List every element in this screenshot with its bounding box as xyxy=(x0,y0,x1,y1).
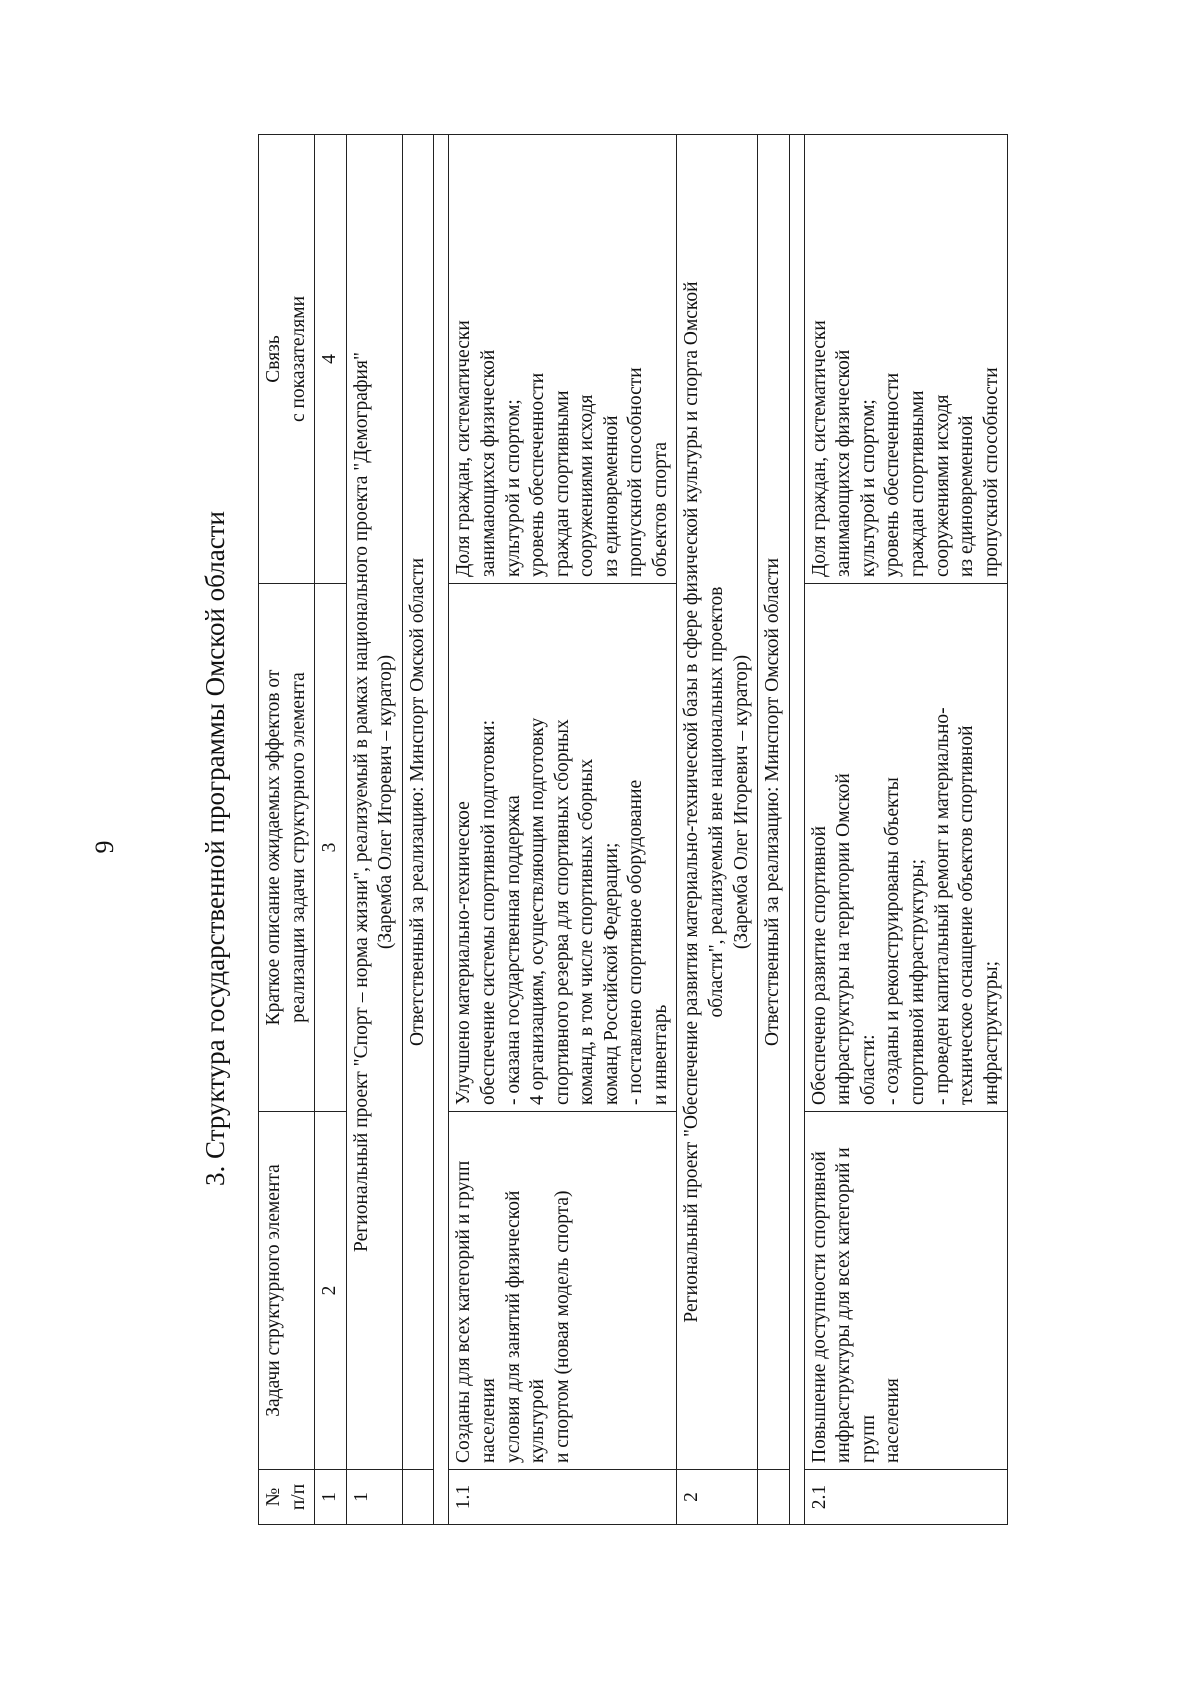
column-number: 4 xyxy=(315,135,347,584)
header-cell-effects xyxy=(259,584,315,1112)
header-cell-link xyxy=(259,135,315,584)
link-line: занимающихся физической xyxy=(833,349,855,577)
project-row xyxy=(677,135,758,1525)
effects-line: Обеспечено развитие спортивной xyxy=(808,825,830,1105)
responsible-text: Ответственный за реализацию: Минспорт Омской области xyxy=(758,135,790,1470)
link-line: Доля граждан, систематически xyxy=(453,320,475,577)
empty-cell xyxy=(402,1470,434,1525)
row-separator xyxy=(434,135,449,1525)
effects-line: Улучшено материально-техническое xyxy=(453,801,475,1105)
project-title-line: Региональный проект "Спорт – норма жизни", реализуемый в рамках национального проекта "Демография" xyxy=(350,352,372,1252)
effects-line: спортивной инфраструктуры; xyxy=(906,858,928,1105)
effects-line: - оказана государственная поддержка xyxy=(502,795,524,1105)
page-number: 9 xyxy=(90,840,119,854)
link-line: граждан спортивными xyxy=(906,390,928,577)
project-row xyxy=(346,135,402,1525)
row-separator xyxy=(789,135,804,1525)
header-effects-line: реализации задачи структурного элемента xyxy=(287,672,309,1023)
column-number: 3 xyxy=(315,584,347,1112)
section-title: 3. Структура государственной программы Омской области xyxy=(200,511,230,1186)
effects-line: инфраструктуры; xyxy=(980,960,1002,1105)
project-number: 1 xyxy=(346,1470,402,1525)
effects-line: техническое оснащение объектов спортивной xyxy=(956,725,978,1105)
header-cell-number xyxy=(259,1470,315,1525)
program-structure-table xyxy=(258,134,1008,1525)
effects-line: и инвентарь xyxy=(649,1004,671,1105)
header-effects-line: Краткое описание ожидаемых эффектов от xyxy=(263,669,284,1026)
separator-cell xyxy=(789,135,804,1525)
project-title-line: области", реализуемый вне национальных проектов xyxy=(706,586,727,1018)
project-title xyxy=(677,135,758,1470)
effects-line: - поставлено спортивное оборудование xyxy=(625,779,647,1105)
effects-line: области: xyxy=(857,1034,879,1105)
task-line: Повышение доступности спортивной xyxy=(808,1151,830,1463)
project-number: 2 xyxy=(677,1470,758,1525)
column-number: 1 xyxy=(315,1470,347,1525)
header-link-line: с показателями xyxy=(287,295,309,423)
project-title-line: Региональный проект "Обеспечение развития материально-технической базы в сфере физической культуры и спорта Омской xyxy=(681,281,703,1323)
task-row xyxy=(449,135,677,1525)
effects-line: обеспечение системы спортивной подготовки: xyxy=(477,719,499,1105)
link-line: из единовременной xyxy=(956,415,978,577)
project-curator-line: (Заремба Олег Игоревич – куратор) xyxy=(375,654,397,950)
link-line: пропускной способности xyxy=(625,367,647,577)
link-line: объектов спорта xyxy=(649,442,671,577)
task-line: и спортом (новая модель спорта) xyxy=(551,1190,573,1463)
column-number-row xyxy=(315,135,347,1525)
link-line: пропускной способности xyxy=(980,367,1002,577)
responsible-row xyxy=(402,135,434,1525)
separator-cell xyxy=(434,135,449,1525)
effects-line: - проведен капитальный ремонт и материально- xyxy=(931,707,953,1105)
responsible-text: Ответственный за реализацию: Минспорт Омской области xyxy=(402,135,434,1470)
column-number: 2 xyxy=(315,1112,347,1470)
task-indicator-link xyxy=(449,135,677,584)
task-line: условия для занятий физической культурой xyxy=(502,1190,549,1463)
responsible-row xyxy=(758,135,790,1525)
link-line: сооружениями исходя xyxy=(931,394,953,577)
task-line: Созданы для всех категорий и групп населения xyxy=(453,1160,499,1463)
task-text xyxy=(449,1112,677,1470)
link-line: Доля граждан, систематически xyxy=(808,320,830,577)
effects-line: 4 организациям, осуществляющим подготовку xyxy=(527,717,549,1105)
header-link-line: Связь xyxy=(263,335,284,383)
link-line: культурой и спортом; xyxy=(857,399,879,577)
effects-line: команд, в том числе спортивных сборных xyxy=(576,758,598,1105)
project-curator-line: (Заремба Олег Игоревич – куратор) xyxy=(730,654,752,950)
task-number: 2.1 xyxy=(804,1470,1008,1525)
link-line: культурой и спортом; xyxy=(502,399,524,577)
header-number-line: п/п xyxy=(287,1483,309,1511)
header-cell-tasks: Задачи структурного элемента xyxy=(259,1112,315,1470)
effects-line: спортивного резерва для спортивных сборных xyxy=(551,719,573,1105)
effects-line: инфраструктуры на территории Омской xyxy=(833,773,855,1105)
effects-line: - созданы и реконструированы объекты xyxy=(882,777,904,1105)
task-number: 1.1 xyxy=(449,1470,677,1525)
task-line: инфраструктуры для всех категорий и групп xyxy=(833,1147,879,1463)
task-effects xyxy=(449,584,677,1112)
link-line: занимающихся физической xyxy=(477,349,499,577)
link-line: сооружениями исходя xyxy=(576,394,598,577)
link-line: граждан спортивными xyxy=(551,390,573,577)
table-header-row xyxy=(259,135,315,1525)
effects-line: команд Российской Федерации; xyxy=(600,842,622,1105)
link-line: уровень обеспеченности xyxy=(527,372,549,577)
task-text xyxy=(804,1112,1008,1470)
task-row xyxy=(804,135,1008,1525)
project-title xyxy=(346,135,402,1470)
link-line: из единовременной xyxy=(600,415,622,577)
header-number-line: № xyxy=(263,1487,284,1507)
task-indicator-link xyxy=(804,135,1008,584)
link-line: уровень обеспеченности xyxy=(882,372,904,577)
task-line: населения xyxy=(882,1378,904,1463)
task-effects xyxy=(804,584,1008,1112)
empty-cell xyxy=(758,1470,790,1525)
